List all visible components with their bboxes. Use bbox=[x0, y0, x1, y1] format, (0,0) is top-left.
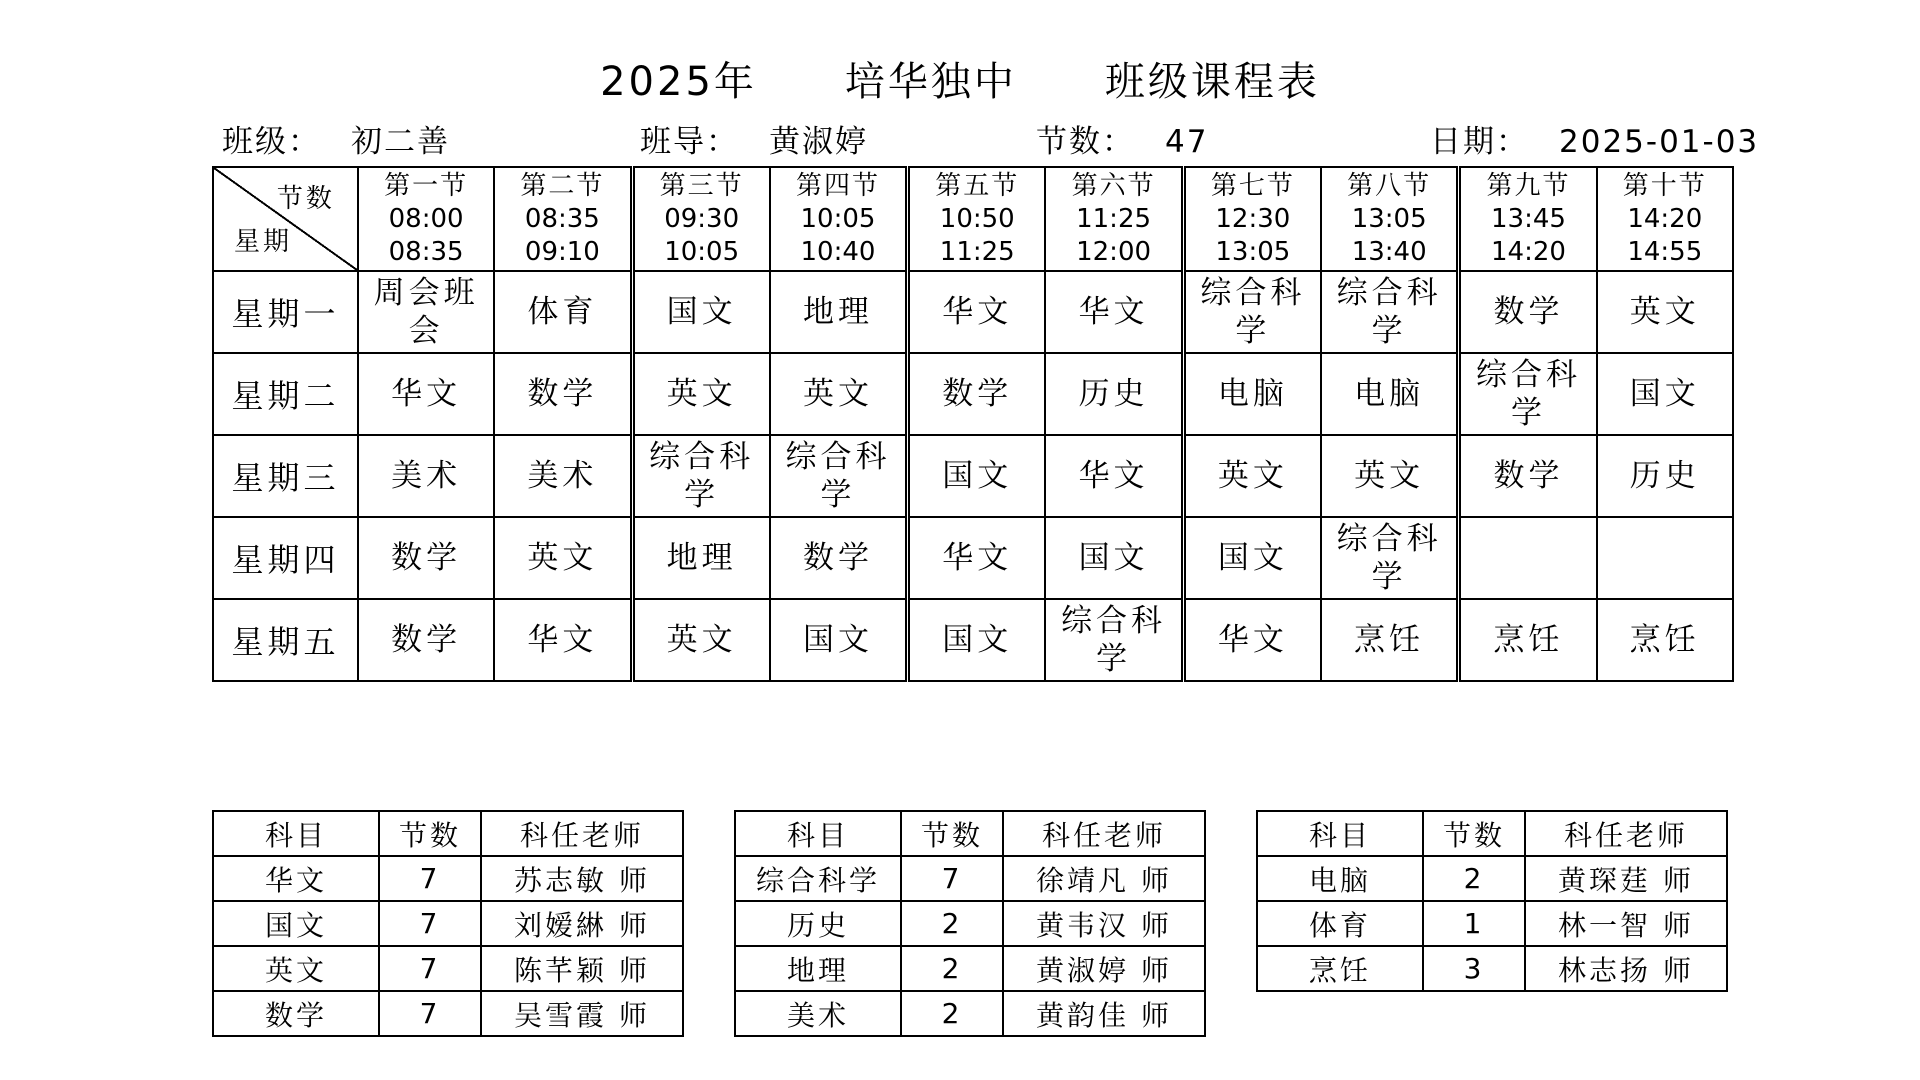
period-name: 第三节 bbox=[659, 170, 744, 201]
class-label: 班级： bbox=[222, 124, 321, 160]
subject-cell: 历史 bbox=[1045, 353, 1183, 435]
period-count: 7 bbox=[379, 991, 481, 1036]
subject-cell: 华文 bbox=[1045, 435, 1183, 517]
subject-cell: 周会班会 bbox=[358, 271, 494, 353]
period-end-time: 14:20 bbox=[1490, 236, 1566, 267]
period-name: 第四节 bbox=[795, 170, 880, 201]
subject-name: 体育 bbox=[1257, 901, 1423, 946]
subject-name: 美术 bbox=[735, 991, 901, 1036]
period-header bbox=[358, 167, 494, 271]
subject-cell: 综合科学 bbox=[1045, 599, 1183, 681]
period-header bbox=[1045, 167, 1183, 271]
teacher-table-row bbox=[213, 856, 683, 901]
period-name: 第十节 bbox=[1622, 170, 1707, 201]
teacher-name: 陈芊颖 师 bbox=[481, 946, 683, 991]
period-start-time: 08:35 bbox=[524, 203, 600, 234]
subject-cell: 历史 bbox=[1597, 435, 1733, 517]
teacher-name: 苏志敏 师 bbox=[481, 856, 683, 901]
teacher-table-row bbox=[735, 856, 1205, 901]
period-count: 2 bbox=[1423, 856, 1525, 901]
period-name: 第五节 bbox=[935, 170, 1020, 201]
period-name: 第二节 bbox=[520, 170, 605, 201]
period-count: 3 bbox=[1423, 946, 1525, 991]
teacher-table-header-row bbox=[1257, 811, 1727, 856]
period-start-time: 13:05 bbox=[1351, 203, 1427, 234]
subject-cell: 华文 bbox=[358, 353, 494, 435]
teacher-table-header: 科目 bbox=[213, 811, 379, 856]
period-start-time: 10:05 bbox=[800, 203, 876, 234]
teacher-name: 黄韦汉 师 bbox=[1003, 901, 1205, 946]
subject-cell: 美术 bbox=[494, 435, 632, 517]
corner-cell bbox=[213, 167, 358, 271]
subject-cell bbox=[1597, 517, 1733, 599]
teacher-table-3 bbox=[1256, 810, 1728, 992]
period-end-time: 11:25 bbox=[939, 236, 1015, 267]
page-title bbox=[0, 58, 1920, 106]
teacher-name: 吴雪霞 师 bbox=[481, 991, 683, 1036]
subject-name: 地理 bbox=[735, 946, 901, 991]
teacher-table-row bbox=[213, 901, 683, 946]
subject-cell: 国文 bbox=[1597, 353, 1733, 435]
schedule-header-row bbox=[213, 167, 1733, 271]
teacher-table-row bbox=[213, 991, 683, 1036]
period-end-time: 10:05 bbox=[664, 236, 740, 267]
subject-cell: 数学 bbox=[1459, 271, 1597, 353]
teacher-name: 林一智 师 bbox=[1525, 901, 1727, 946]
teacher-table-header-row bbox=[213, 811, 683, 856]
class-info bbox=[222, 122, 450, 162]
subject-cell: 华文 bbox=[494, 599, 632, 681]
subject-cell: 国文 bbox=[908, 599, 1046, 681]
teacher-name: 黄琛莛 师 bbox=[1525, 856, 1727, 901]
subject-name: 烹饪 bbox=[1257, 946, 1423, 991]
teacher-table-header: 节数 bbox=[1423, 811, 1525, 856]
weekday-cell: 星期二 bbox=[213, 353, 358, 435]
subject-cell: 综合科学 bbox=[632, 435, 770, 517]
subject-cell: 华文 bbox=[908, 271, 1046, 353]
periods-label: 节数： bbox=[1036, 124, 1135, 160]
period-start-time: 10:50 bbox=[939, 203, 1015, 234]
schedule-table bbox=[212, 166, 1734, 682]
teacher-name: 刘嫒綝 师 bbox=[481, 901, 683, 946]
period-count: 7 bbox=[379, 946, 481, 991]
subject-cell: 英文 bbox=[1183, 435, 1321, 517]
mentor-value: 黄淑婷 bbox=[769, 124, 868, 160]
teacher-table-header: 科任老师 bbox=[1525, 811, 1727, 856]
subject-cell: 美术 bbox=[358, 435, 494, 517]
subject-cell: 英文 bbox=[1321, 435, 1459, 517]
subject-cell: 英文 bbox=[770, 353, 908, 435]
period-end-time: 13:40 bbox=[1351, 236, 1427, 267]
schedule-row bbox=[213, 271, 1733, 353]
period-start-time: 13:45 bbox=[1490, 203, 1566, 234]
period-count: 1 bbox=[1423, 901, 1525, 946]
teacher-name: 黄韵佳 师 bbox=[1003, 991, 1205, 1036]
period-count: 7 bbox=[379, 901, 481, 946]
date-label: 日期： bbox=[1430, 124, 1529, 160]
weekday-cell: 星期三 bbox=[213, 435, 358, 517]
teacher-table-header-row bbox=[735, 811, 1205, 856]
teacher-table-row bbox=[735, 946, 1205, 991]
period-end-time: 14:55 bbox=[1627, 236, 1703, 267]
subject-cell: 综合科学 bbox=[1321, 517, 1459, 599]
subject-cell: 地理 bbox=[632, 517, 770, 599]
period-header bbox=[908, 167, 1046, 271]
period-header bbox=[494, 167, 632, 271]
subject-name: 电脑 bbox=[1257, 856, 1423, 901]
class-value: 初二善 bbox=[351, 124, 450, 160]
date-value: 2025-01-03 bbox=[1559, 124, 1760, 160]
period-end-time: 12:00 bbox=[1076, 236, 1152, 267]
period-count: 2 bbox=[901, 901, 1003, 946]
subject-name: 历史 bbox=[735, 901, 901, 946]
period-name: 第一节 bbox=[384, 170, 469, 201]
period-name: 第八节 bbox=[1347, 170, 1432, 201]
teacher-table-header: 科任老师 bbox=[481, 811, 683, 856]
subject-cell: 电脑 bbox=[1183, 353, 1321, 435]
subject-cell: 数学 bbox=[908, 353, 1046, 435]
period-count: 2 bbox=[901, 991, 1003, 1036]
subject-cell: 国文 bbox=[1045, 517, 1183, 599]
teacher-table-1 bbox=[212, 810, 684, 1037]
subject-cell: 数学 bbox=[358, 517, 494, 599]
title-name: 班级课程表 bbox=[1104, 59, 1320, 105]
period-header bbox=[632, 167, 770, 271]
subject-cell: 国文 bbox=[1183, 517, 1321, 599]
teacher-table-header: 节数 bbox=[379, 811, 481, 856]
period-end-time: 08:35 bbox=[388, 236, 464, 267]
title-school: 培华独中 bbox=[844, 59, 1017, 105]
period-count: 7 bbox=[379, 856, 481, 901]
subject-cell: 烹饪 bbox=[1321, 599, 1459, 681]
subject-cell: 英文 bbox=[632, 599, 770, 681]
period-start-time: 09:30 bbox=[664, 203, 740, 234]
periods-info bbox=[1036, 122, 1208, 162]
period-name: 第九节 bbox=[1486, 170, 1571, 201]
subject-cell: 综合科学 bbox=[1321, 271, 1459, 353]
period-start-time: 11:25 bbox=[1076, 203, 1152, 234]
schedule-row bbox=[213, 517, 1733, 599]
period-start-time: 12:30 bbox=[1215, 203, 1291, 234]
subject-cell: 电脑 bbox=[1321, 353, 1459, 435]
teacher-name: 林志扬 师 bbox=[1525, 946, 1727, 991]
subject-name: 综合科学 bbox=[735, 856, 901, 901]
period-end-time: 09:10 bbox=[524, 236, 600, 267]
teacher-table-row bbox=[735, 901, 1205, 946]
subject-cell: 华文 bbox=[908, 517, 1046, 599]
teacher-name: 黄淑婷 师 bbox=[1003, 946, 1205, 991]
subject-cell: 华文 bbox=[1183, 599, 1321, 681]
period-end-time: 13:05 bbox=[1215, 236, 1291, 267]
teacher-table-row bbox=[1257, 856, 1727, 901]
period-header bbox=[1183, 167, 1321, 271]
subject-cell bbox=[1459, 517, 1597, 599]
subject-name: 国文 bbox=[213, 901, 379, 946]
schedule-row bbox=[213, 353, 1733, 435]
period-header bbox=[770, 167, 908, 271]
subject-cell: 英文 bbox=[632, 353, 770, 435]
date-info bbox=[1430, 122, 1759, 162]
subject-cell: 数学 bbox=[1459, 435, 1597, 517]
title-year: 2025年 bbox=[600, 59, 757, 105]
weekday-cell: 星期一 bbox=[213, 271, 358, 353]
period-header bbox=[1459, 167, 1597, 271]
period-count: 7 bbox=[901, 856, 1003, 901]
period-start-time: 14:20 bbox=[1627, 203, 1703, 234]
teacher-table-row bbox=[1257, 901, 1727, 946]
subject-cell: 华文 bbox=[1045, 271, 1183, 353]
period-name: 第六节 bbox=[1071, 170, 1156, 201]
period-start-time: 08:00 bbox=[388, 203, 464, 234]
subject-cell: 数学 bbox=[358, 599, 494, 681]
subject-name: 华文 bbox=[213, 856, 379, 901]
subject-cell: 地理 bbox=[770, 271, 908, 353]
period-count: 2 bbox=[901, 946, 1003, 991]
subject-cell: 数学 bbox=[494, 353, 632, 435]
mentor-label: 班导： bbox=[640, 124, 739, 160]
teacher-table-header: 科目 bbox=[1257, 811, 1423, 856]
teacher-table-row bbox=[213, 946, 683, 991]
subject-cell: 体育 bbox=[494, 271, 632, 353]
weekday-cell: 星期五 bbox=[213, 599, 358, 681]
subject-cell: 综合科学 bbox=[1459, 353, 1597, 435]
teacher-table-row bbox=[1257, 946, 1727, 991]
periods-value: 47 bbox=[1165, 124, 1209, 160]
corner-weekday-label: 星期 bbox=[234, 227, 293, 257]
subject-name: 数学 bbox=[213, 991, 379, 1036]
subject-cell: 综合科学 bbox=[1183, 271, 1321, 353]
schedule-row bbox=[213, 435, 1733, 517]
subject-cell: 数学 bbox=[770, 517, 908, 599]
subject-cell: 国文 bbox=[632, 271, 770, 353]
period-name: 第七节 bbox=[1210, 170, 1295, 201]
subject-cell: 英文 bbox=[494, 517, 632, 599]
period-end-time: 10:40 bbox=[800, 236, 876, 267]
teacher-name: 徐靖凡 师 bbox=[1003, 856, 1205, 901]
schedule-row bbox=[213, 599, 1733, 681]
subject-cell: 国文 bbox=[908, 435, 1046, 517]
subject-name: 英文 bbox=[213, 946, 379, 991]
subject-cell: 综合科学 bbox=[770, 435, 908, 517]
subject-cell: 烹饪 bbox=[1459, 599, 1597, 681]
mentor-info bbox=[640, 122, 868, 162]
subject-cell: 国文 bbox=[770, 599, 908, 681]
corner-periods-label: 节数 bbox=[276, 184, 335, 214]
period-header bbox=[1321, 167, 1459, 271]
teacher-table-row bbox=[735, 991, 1205, 1036]
teacher-table-header: 节数 bbox=[901, 811, 1003, 856]
weekday-cell: 星期四 bbox=[213, 517, 358, 599]
teacher-table-header: 科目 bbox=[735, 811, 901, 856]
teacher-table-2 bbox=[734, 810, 1206, 1037]
period-header bbox=[1597, 167, 1733, 271]
subject-cell: 英文 bbox=[1597, 271, 1733, 353]
teacher-table-header: 科任老师 bbox=[1003, 811, 1205, 856]
subject-cell: 烹饪 bbox=[1597, 599, 1733, 681]
